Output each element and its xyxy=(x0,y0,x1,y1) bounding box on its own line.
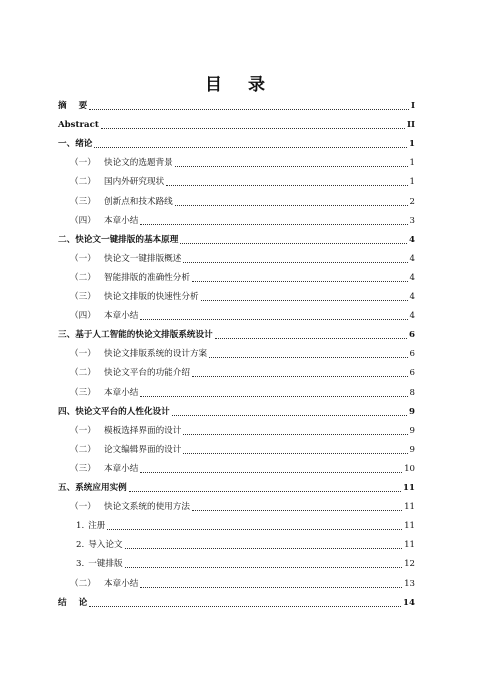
toc-entry-title: 本章小结 xyxy=(104,578,139,589)
toc-entry-label xyxy=(58,407,170,418)
toc-page-number: 4 xyxy=(409,234,415,245)
toc-entry-title: 本章小结 xyxy=(104,215,139,226)
toc-entry-title: 一键排版 xyxy=(88,559,123,570)
toc-entry-title: 创新点和技术路线 xyxy=(104,196,173,207)
toc-entry-number: （一） xyxy=(70,158,96,169)
toc-dot-leader xyxy=(192,375,408,377)
toc-dot-leader xyxy=(175,204,408,206)
toc-entry-number: （四） xyxy=(70,215,96,226)
toc-page-number: 1 xyxy=(409,139,415,150)
toc-entry[interactable] xyxy=(58,134,415,150)
toc-dot-leader xyxy=(140,318,407,320)
toc-entry-label xyxy=(70,426,181,437)
toc-page-number: II xyxy=(406,120,415,131)
toc-entry-title: 模板选择界面的设计 xyxy=(104,425,182,436)
toc-entry-number: （一） xyxy=(70,349,96,360)
toc-entry[interactable] xyxy=(58,115,415,131)
toc-dot-leader xyxy=(107,528,402,530)
toc-dot-leader xyxy=(129,490,401,492)
toc-dot-leader xyxy=(89,605,401,607)
toc-entry[interactable] xyxy=(58,153,415,169)
toc-dot-leader xyxy=(101,127,405,129)
toc-entry-number: 摘 xyxy=(58,101,67,111)
toc-entry-label xyxy=(70,311,138,322)
toc-entry-title: 快论文一键排版的基本原理 xyxy=(75,234,179,245)
toc-entry-number: 结 xyxy=(58,597,67,608)
toc-dot-leader xyxy=(175,165,408,167)
toc-dot-leader xyxy=(125,566,402,568)
toc-page-number: 2 xyxy=(409,196,415,207)
toc-entry[interactable] xyxy=(58,478,415,494)
toc-dot-leader xyxy=(215,337,407,339)
toc-entry-title: 快论文平台的功能介绍 xyxy=(104,368,190,379)
toc-dot-leader xyxy=(172,414,407,416)
toc-page-number: 9 xyxy=(409,406,415,417)
toc-page-number: 13 xyxy=(404,578,415,589)
toc-page-number: 6 xyxy=(409,330,415,341)
toc-entry[interactable] xyxy=(58,593,415,609)
toc-entry-label xyxy=(58,483,127,494)
toc-entry-label xyxy=(58,598,87,609)
toc-entry[interactable] xyxy=(58,402,415,418)
toc-entry-label xyxy=(70,368,190,379)
toc-entry-number: （一） xyxy=(70,425,96,436)
toc-entry-number: （二） xyxy=(70,177,96,188)
toc-entry-label xyxy=(70,273,190,284)
toc-entry-title: 快论文的选题背景 xyxy=(104,158,173,169)
toc-dot-leader xyxy=(140,471,402,473)
toc-entry-label xyxy=(70,197,173,208)
toc-entry-title: 本章小结 xyxy=(104,311,139,322)
toc-entry[interactable] xyxy=(58,172,415,188)
toc-dot-leader xyxy=(192,280,408,282)
toc-page-number: 10 xyxy=(404,463,415,474)
toc-entry-label xyxy=(58,235,178,246)
toc-entry-title: 本章小结 xyxy=(104,463,139,474)
toc-page-number: 9 xyxy=(409,444,415,455)
toc-dot-leader xyxy=(166,184,407,186)
toc-entry-label xyxy=(70,216,138,227)
toc-entry[interactable] xyxy=(58,554,415,570)
toc-entry-number: （二） xyxy=(70,368,96,379)
toc-entry-number: （三） xyxy=(70,196,96,207)
toc-page-number: 12 xyxy=(404,559,415,570)
toc-entry-number: （一） xyxy=(70,502,96,513)
toc-dot-leader xyxy=(140,223,407,225)
toc-page-number: 4 xyxy=(409,311,415,322)
toc-entry-label xyxy=(70,177,164,188)
toc-entry-label xyxy=(58,120,99,131)
toc-entry-label xyxy=(70,445,181,456)
toc-entry-title: 快论文一键排版概述 xyxy=(104,253,182,264)
toc-entry-title: 快论文排版的快速性分析 xyxy=(104,292,199,302)
toc-entry[interactable] xyxy=(58,535,415,551)
toc-entry-number: （三） xyxy=(70,463,96,474)
toc-entry-number: （三） xyxy=(70,387,96,398)
toc-entry[interactable] xyxy=(58,383,415,399)
toc-entry[interactable] xyxy=(58,516,415,532)
toc-page-number: 11 xyxy=(404,521,415,532)
toc-entry-number: （二） xyxy=(70,272,96,283)
toc-dot-leader xyxy=(201,299,408,301)
toc-entry-title: 本章小结 xyxy=(104,387,139,398)
toc-entry-label xyxy=(70,349,207,360)
toc-entry-label xyxy=(70,502,190,513)
toc-entry-label xyxy=(76,559,123,570)
toc-entry-number: 一、 xyxy=(58,139,76,150)
toc-entry[interactable] xyxy=(58,574,415,590)
toc-page-number: 3 xyxy=(409,215,415,226)
toc-entry-number: （一） xyxy=(70,253,96,264)
toc-entry-number: 五、 xyxy=(58,483,76,493)
toc-entry-number: （二） xyxy=(70,444,96,455)
toc-page-number: 11 xyxy=(403,483,415,493)
toc-entry-title: 导入论文 xyxy=(88,540,123,551)
toc-dot-leader xyxy=(183,433,407,435)
toc-page-number: 6 xyxy=(409,349,415,360)
toc-entry-title: 快论文系统的使用方法 xyxy=(104,502,190,513)
toc-page-number: 4 xyxy=(409,272,415,283)
toc-page-number: 8 xyxy=(409,387,415,398)
toc-page-number: 9 xyxy=(409,425,415,436)
toc-page-number: 4 xyxy=(409,292,415,302)
toc-entry-label xyxy=(76,540,123,551)
toc-dot-leader xyxy=(180,242,407,244)
toc-page-number: 4 xyxy=(409,253,415,264)
toc-entry-label xyxy=(58,139,92,150)
toc-entry[interactable] xyxy=(58,249,415,265)
toc-entry-number: （三） xyxy=(70,292,96,302)
toc-entry[interactable] xyxy=(58,363,415,379)
toc-entry-title: 基于人工智能的快论文排版系统设计 xyxy=(75,330,213,341)
toc-entry-title: 绪论 xyxy=(75,139,93,150)
toc-entry[interactable] xyxy=(58,497,415,513)
toc-entry[interactable] xyxy=(58,211,415,227)
toc-entry-number: 3. xyxy=(76,559,85,570)
toc-entry-label xyxy=(70,464,138,475)
toc-dot-leader xyxy=(183,261,407,263)
toc-entry-title: 要 xyxy=(78,101,88,111)
toc-entry-number: 二、 xyxy=(58,234,76,245)
toc-entry-label xyxy=(76,521,105,532)
toc-entry[interactable] xyxy=(58,287,415,303)
toc-entry-number: （二） xyxy=(70,578,96,589)
toc-entry-label xyxy=(58,101,87,112)
toc-page-number: 11 xyxy=(404,502,415,513)
toc-entry-number: 四、 xyxy=(58,406,76,417)
toc-entry[interactable] xyxy=(58,192,415,208)
toc-entry[interactable] xyxy=(58,268,415,284)
toc-entry-label xyxy=(70,254,181,265)
toc-page-number: 1 xyxy=(409,177,415,188)
toc-page-number: 14 xyxy=(403,597,415,608)
toc-entry-label xyxy=(70,158,173,169)
toc-entry[interactable] xyxy=(58,230,415,246)
toc-entry[interactable] xyxy=(58,459,415,475)
toc-dot-leader xyxy=(125,547,402,549)
toc-dot-leader xyxy=(183,452,407,454)
toc-page-number: 11 xyxy=(404,540,415,551)
toc-page-number: I xyxy=(410,101,415,111)
toc-dot-leader xyxy=(89,108,409,110)
toc-entry-title: 论 xyxy=(78,597,88,608)
toc-entry-label xyxy=(70,292,199,303)
toc-entry[interactable] xyxy=(58,306,415,322)
toc-entry-title: Abstract xyxy=(58,120,99,131)
toc-entry-title: 快论文排版系统的设计方案 xyxy=(104,349,208,360)
toc-entry-number: 2. xyxy=(76,540,85,551)
toc-entry[interactable] xyxy=(58,344,415,360)
toc-entry-label xyxy=(70,579,138,590)
toc-entry-number: 1. xyxy=(76,521,85,532)
page-title: 目 录 xyxy=(205,75,275,95)
toc-entry-title: 快论文平台的人性化设计 xyxy=(75,406,170,417)
toc-entry[interactable] xyxy=(58,440,415,456)
toc-entry-label xyxy=(70,388,138,399)
toc-page-number: 6 xyxy=(409,368,415,379)
toc-entry[interactable] xyxy=(58,325,415,341)
toc-entry-title: 注册 xyxy=(88,521,106,532)
toc-page-number: 1 xyxy=(409,158,415,169)
toc-entry-number: （四） xyxy=(70,311,96,322)
toc-entry[interactable] xyxy=(58,421,415,437)
toc-dot-leader xyxy=(140,586,402,588)
toc-entry-title: 论文编辑界面的设计 xyxy=(104,444,182,455)
toc-entry-title: 智能排版的准确性分析 xyxy=(104,272,190,283)
toc-entry-title: 系统应用实例 xyxy=(75,483,127,493)
toc-dot-leader xyxy=(140,395,407,397)
toc-dot-leader xyxy=(192,509,402,511)
toc-entry-title: 国内外研究现状 xyxy=(104,177,165,188)
toc-dot-leader xyxy=(94,146,407,148)
toc-dot-leader xyxy=(209,356,407,358)
toc-entry-label xyxy=(58,330,213,341)
toc-entry-number: 三、 xyxy=(58,330,76,341)
toc-entry[interactable] xyxy=(58,96,415,112)
